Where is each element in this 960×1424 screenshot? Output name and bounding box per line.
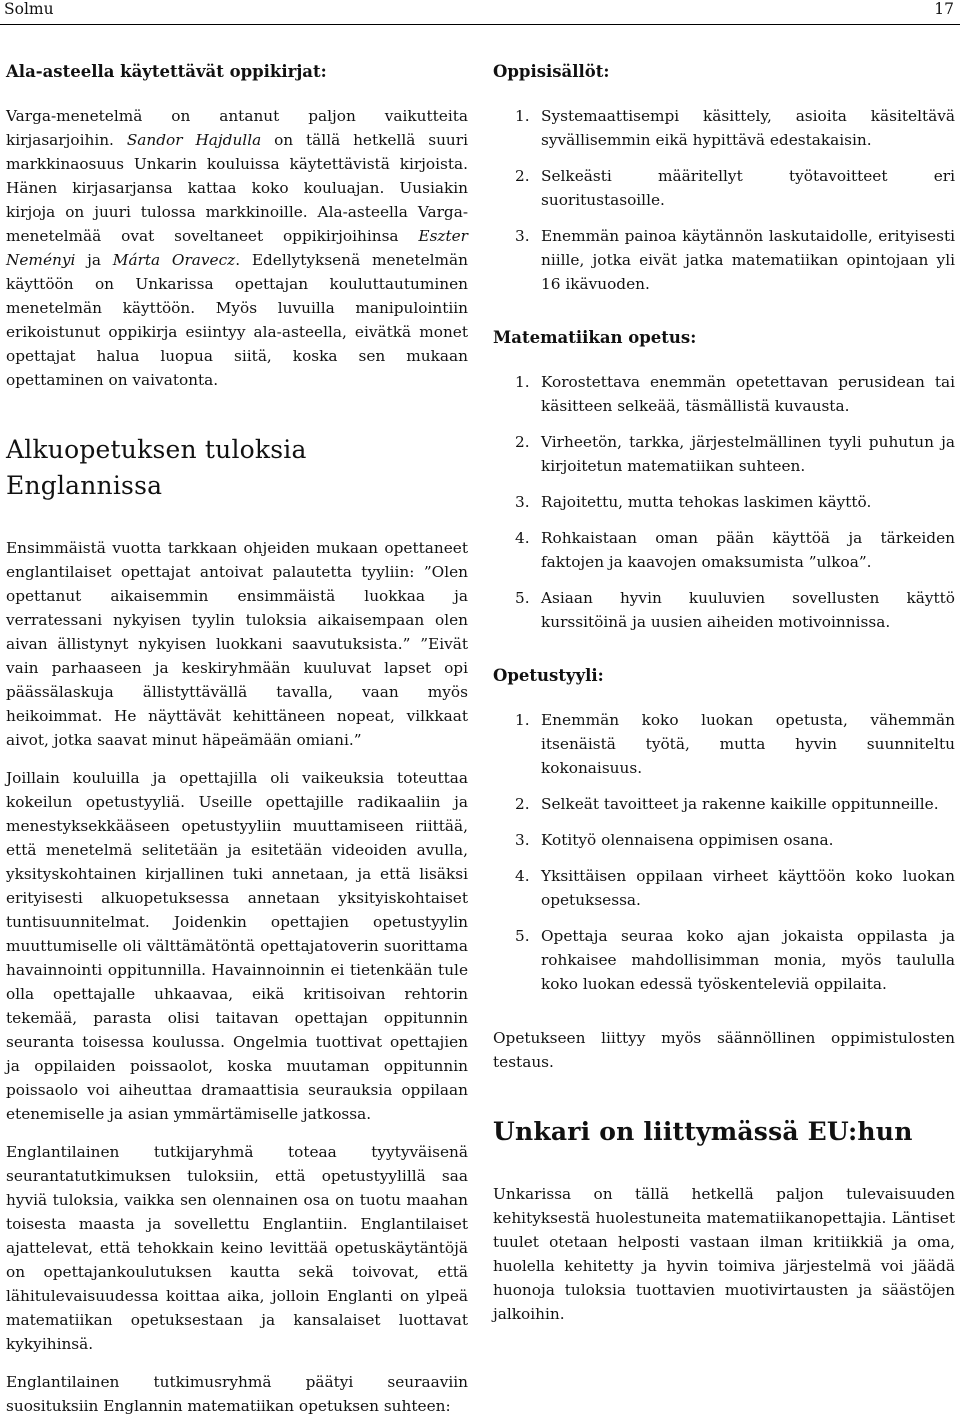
page-header xyxy=(0,0,960,25)
list-opetustyyli xyxy=(493,708,955,996)
list-item: 2. Selkeästi määritellyt työtavoitteet eri suoritustasoille. xyxy=(515,167,955,209)
section-heading-englanti: Alkuopetuksen tuloksia Englannissa xyxy=(6,435,307,500)
list-item: 1. Systemaattisempi käsittely, asioita käsiteltävä syvällisemmin eikä hypittävä edestakaisin. xyxy=(515,107,955,149)
list-item: 2. Virheetön, tarkka, järjestelmällinen tyyli puhutun ja kirjoitetun matematiikan suhteen. xyxy=(515,433,955,475)
heading-oppikirjat: Ala-asteella käytettävät oppikirjat: xyxy=(6,62,327,81)
paragraph-tutkijaryhma: Englantilainen tutkijaryhmä toteaa tyytyväisenä seurantatutkimuksen tuloksiin, että opetustyylillä saa hyviä tuloksia, vaikka sen olennainen osa on tuotu maahan toisesta maasta ja sovellettu Englantiin. Englantilaiset ajattelevat, että tehokkain keino levittää opetuskäytäntöjä on opettajankoulutuksen kautta sekä toivovat, että lähitulevaisuudessa koittaa aika, jolloin Englanti on ylpeä matematiikan opetuksestaan ja kansalaiset luottavat kykyihinsä. xyxy=(6,1143,468,1353)
paragraph-unkari: Unkarissa on tällä hetkellä paljon tulevaisuuden kehityksestä huolestuneita matematiikanopettajia. Läntiset tuulet otetaan helposti vastaan ilman kritiikkiä ja oma, huolella kehitetty ja hyvin toimiva järjestelmä voi jäädä huonoja tuloksia tuottavien muotivirtausten ja säästöjen jalkoihin. xyxy=(493,1185,955,1323)
paragraph-testaus: Opetukseen liittyy myös säännöllinen oppimistulosten testaus. xyxy=(493,1029,955,1071)
heading-opetustyyli: Opetustyyli: xyxy=(493,666,604,685)
list-item: 5. Opettaja seuraa koko ajan jokaista oppilasta ja rohkaisee mahdollisimman monia, myös taululla koko luokan edessä työskenteleviä oppilaita. xyxy=(515,927,955,993)
list-matematiikan-opetus xyxy=(493,370,955,634)
list-item: 3. Rajoitettu, mutta tehokas laskimen käyttö. xyxy=(515,493,872,511)
list-item: 4. Yksittäisen oppilaan virheet käyttöön koko luokan opetuksessa. xyxy=(515,867,955,909)
paragraph-suositukset: Englantilainen tutkimusryhmä päätyi seuraaviin suosituksiin Englannin matematiikan opetuksen suhteen: xyxy=(6,1373,468,1415)
section-heading-eu: Unkari on liittymässä EU:hun xyxy=(493,1117,913,1146)
list-item: 3. Enemmän painoa käytännön laskutaidolle, erityisesti niille, jotka eivät jatka matematiikan opintojaan yli 16 ikävuoden. xyxy=(515,227,955,293)
paragraph-varga: Varga-menetelmä on antanut paljon vaikutteita kirjasarjoihin. Sandor Hajdulla on tällä hetkellä suuri markkinaosuus Unkarin kouluissa käytettävistä kirjoista. Hänen kirjasarjansa kattaa koko kouluajan. Uusiakin kirjoja on juuri tulossa markkinoille. Ala-asteella Varga-menetelmää ovat soveltaneet oppikirjoihinsa Eszter Neményi ja Márta Oravecz. Edellytyksenä menetelmän käyttöön on Unkarissa opettajan kouluttautuminen menetelmän käyttöön. Myös luvuilla manipulointiin erikoistunut oppikirja esiintyy ala-asteella, eivätkä monet opettajat halua luopua siitä, koska sen mukaan opettaminen on vaivatonta. xyxy=(6,107,468,389)
list-item: 4. Rohkaistaan oman pään käyttöä ja tärkeiden faktojen ja kaavojen omaksumista ”ulkoa”. xyxy=(515,529,955,571)
paragraph-palaute: Ensimmäistä vuotta tarkkaan ohjeiden mukaan opettaneet englantilaiset opettajat antoivat palautetta tyyliin: ”Olen opettanut aikaisemmin ensimmäistä luokkaa ja verratessani nykyisen tyylin tuloksia aikaisempaan olen aivan ällistynyt nykyisen luokkani saavutuksista.” ”Eivät vain parhaaseen ja keskiryhmään kuuluvat lapset opi päässälaskuja ällistyttävällä tavalla, vaan myös heikoimmat. He näyttävät kehittäneen nopeat, vilkkaat aivot, jotka saavat minut häpeämään omiani.” xyxy=(6,539,468,749)
section-title: Solmu xyxy=(4,0,54,18)
paragraph-vaikeudet: Joillain kouluilla ja opettajilla oli vaikeuksia toteuttaa kokeilun opetustyyliä. Useille opettajille radikaaliin ja menestyksekkääseen opetustyyliin muuttamiseen riittää, että menetelmä selitetään ja esitetään videoiden avulla, yksityskohtainen kirjallinen tuki annetaan, ja että lisäksi erityisesti alkuopetuksessa annetaan yksityiskohtaiset tuntisuunnitelmat. Joidenkin opettajien opetustyylin muuttumiselle oli välttämätöntä opettajatoverin suorittama havainnointi oppitunnilla. Havainnoinnin ei tietenkään tule olla opettajalle uhkaavaa, eikä kritisoivan rehtorin tekemää, parasta olisi taitavan opettajan oppitunnin seuranta toisessa koulussa. Ongelmia tuottivat opettajien ja oppilaiden poissaolot, koska muutaman oppitunnin poissaolo voi aiheuttaa dramaattisia seurauksia oppilaan etenemiselle ja asian ymmärtämiselle jatkossa. xyxy=(6,769,468,1123)
list-item: 1. Korostettava enemmän opetettavan perusidean tai käsitteen selkeää, täsmällistä kuvausta. xyxy=(515,373,955,415)
list-item: 2. Selkeät tavoitteet ja rakenne kaikille oppitunneille. xyxy=(515,795,939,813)
list-oppisisallot xyxy=(493,104,955,296)
heading-matematiikan-opetus: Matematiikan opetus: xyxy=(493,328,697,347)
list-item: 5. Asiaan hyvin kuuluvien sovellusten käyttö kurssitöinä ja uusien aiheiden motivoinnissa. xyxy=(515,589,955,631)
list-item: 3. Kotityö olennaisena oppimisen osana. xyxy=(515,831,834,849)
right-column xyxy=(493,60,955,1326)
list-item: 1. Enemmän koko luokan opetusta, vähemmän itsenäistä työtä, mutta hyvin suunniteltu kokonaisuus. xyxy=(515,711,955,777)
left-column xyxy=(6,60,468,1418)
heading-oppisisallot: Oppisisällöt: xyxy=(493,62,610,81)
page-number: 17 xyxy=(934,0,954,18)
